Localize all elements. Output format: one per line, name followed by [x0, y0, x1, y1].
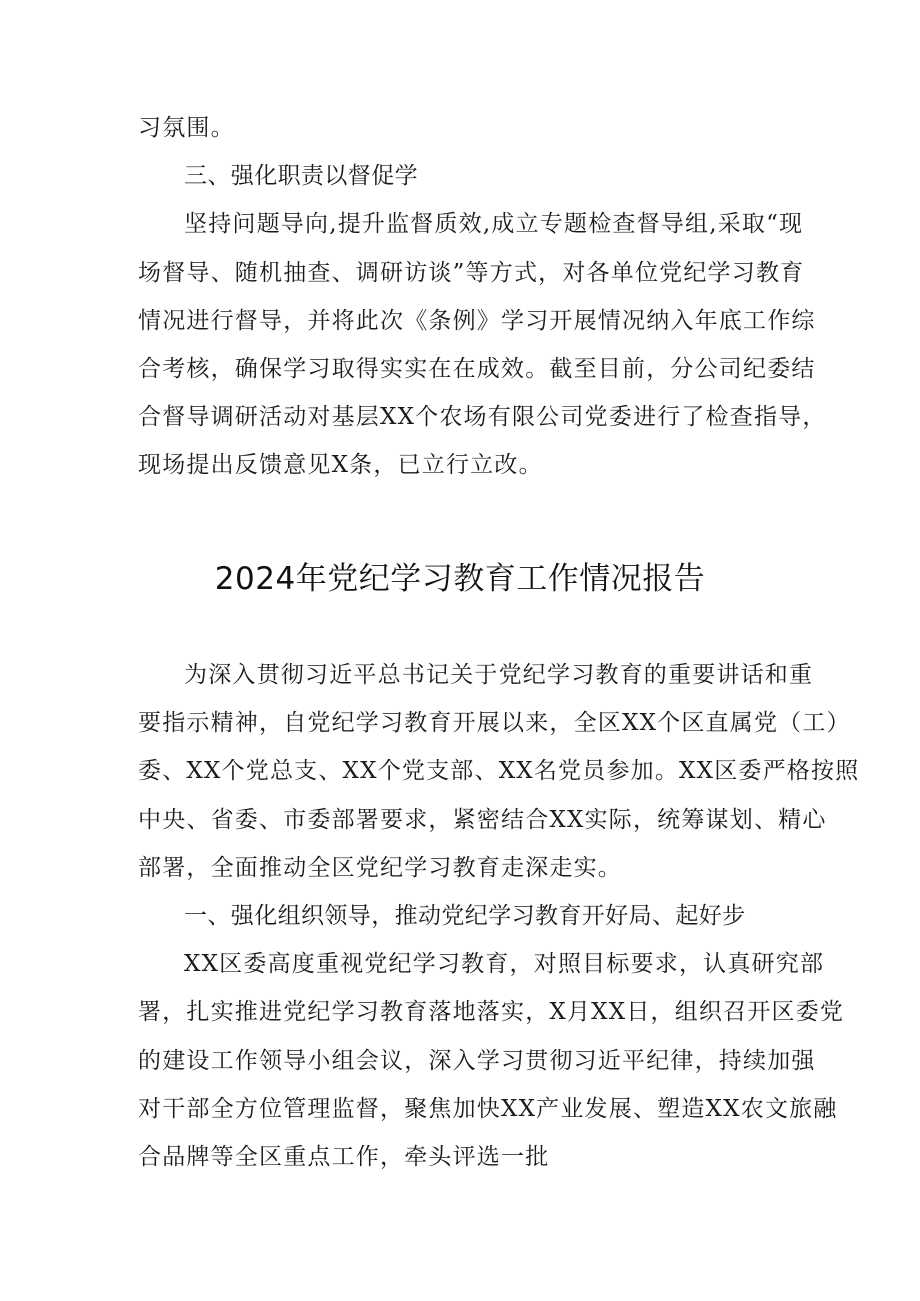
paragraph-line: 对干部全方位管理监督，聚焦加快XX产业发展、塑造XX农文旅融: [138, 1095, 838, 1122]
paragraph-line: 合品牌等全区重点工作，牵头评选一批: [138, 1143, 550, 1170]
paragraph-line: 为深入贯彻习近平总书记关于党纪学习教育的重要讲话和重: [184, 662, 814, 688]
paragraph-line: 委、XX个党总支、XX个党支部、XX名党员参加。XX区委严格按照: [138, 758, 860, 785]
report-body-text: [138, 651, 860, 1181]
paragraph-line: 中央、省委、市委部署要求，紧密结合XX实际，统筹谋划、精心: [138, 806, 827, 833]
paragraph-line: 场督导、随机抽查、调研访谈”等方式，对各单位党纪学习教育: [138, 259, 805, 286]
paragraph-line: 部署，全面推动全区党纪学习教育走深走实。: [138, 854, 622, 881]
paragraph-line: 习氛围。: [138, 115, 235, 141]
paragraph-line: 坚持问题导向,提升监督质效,成立专题检查督导组,采取“现: [184, 211, 804, 238]
section-heading: 一、强化组织领导，推动党纪学习教育开好局、起好步: [184, 902, 746, 929]
paragraph-line: 的建设工作领导小组会议，深入学习贯彻习近平纪律，持续加强: [138, 1047, 816, 1074]
paragraph-line: 署，扎实推进党纪学习教育落地落实，X月XX日，组织召开区委党: [138, 999, 845, 1026]
paragraph-line: 要指示精神，自党纪学习教育开展以来，全区XX个区直属党（工）: [138, 710, 851, 737]
paragraph-line: 情况进行督导，并将此次《条例》学习开展情况纳入年底工作综: [138, 307, 816, 334]
section-top-text: [138, 104, 827, 490]
paragraph-line: XX区委高度重视党纪学习教育，对照目标要求，认真研究部: [184, 951, 825, 978]
paragraph-line: 合考核，确保学习取得实实在在成效。截至目前，分公司纪委结: [138, 355, 816, 382]
paragraph-line: 现场提出反馈意见X条，已立行立改。: [138, 452, 543, 479]
section-heading: 三、强化职责以督促学: [184, 163, 418, 190]
document-title: 2024年党纪学习教育工作情况报告: [214, 561, 706, 597]
paragraph-line: 合督导调研活动对基层XX个农场有限公司党委进行了检查指导，: [138, 404, 827, 431]
